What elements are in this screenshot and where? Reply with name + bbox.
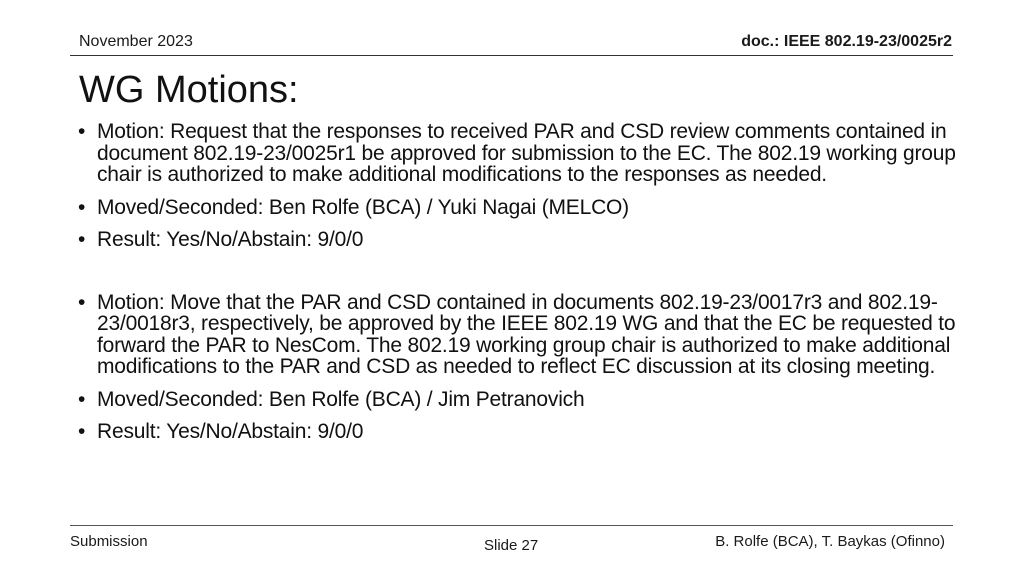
header-doc-id: doc.: IEEE 802.19-23/0025r2 — [741, 33, 952, 50]
footer-authors: B. Rolfe (BCA), T. Baykas (Ofinno) — [715, 533, 945, 550]
bullet-item-result-2 — [78, 421, 958, 443]
bullet-dot-icon: • — [78, 290, 86, 314]
bullet-text: Moved/Seconded: Ben Rolfe (BCA) / Jim Petranovich — [97, 387, 585, 411]
footer-submission: Submission — [70, 533, 148, 550]
bullet-text: Result: Yes/No/Abstain: 9/0/0 — [97, 228, 364, 251]
bullet-dot-icon: • — [78, 387, 86, 411]
slide-title: WG Motions: — [79, 69, 299, 111]
footer-slide-number: Slide 27 — [484, 537, 539, 554]
bullet-text: Motion: Move that the PAR and CSD contained in documents 802.19-23/0017r3 and 802.19-23/0018r3, respectively, be approved by the IEEE 802.19 WG and that the EC be requested to forward the PAR to NesCom. The 802.19 working group chair is authorized to make additional modifications to the PAR and CSD as needed to reflect EC discussion at its closing meeting. — [97, 290, 956, 378]
footer-divider — [70, 525, 953, 526]
bullet-text: Motion: Request that the responses to received PAR and CSD review comments contained in document 802.19-23/0025r1 be approved for submission to the EC. The 802.19 working group chair is authorized to make additional modifications to the responses as needed. — [97, 120, 956, 186]
bullet-item-result-1 — [78, 229, 958, 251]
bullet-list — [78, 121, 958, 454]
bullet-item-moved-seconded-2 — [78, 389, 958, 411]
bullet-item-motion-1 — [78, 121, 958, 186]
bullet-text: Moved/Seconded: Ben Rolfe (BCA) / Yuki Nagai (MELCO) — [97, 195, 629, 219]
header-date: November 2023 — [79, 33, 193, 50]
bullet-dot-icon: • — [78, 420, 86, 443]
bullet-dot-icon: • — [78, 120, 86, 143]
bullet-item-moved-seconded-1 — [78, 197, 958, 219]
bullet-dot-icon: • — [78, 228, 86, 251]
bullet-text: Result: Yes/No/Abstain: 9/0/0 — [97, 420, 364, 443]
bullet-dot-icon: • — [78, 195, 86, 219]
header-divider — [70, 55, 953, 56]
bullet-item-motion-2 — [78, 292, 958, 378]
